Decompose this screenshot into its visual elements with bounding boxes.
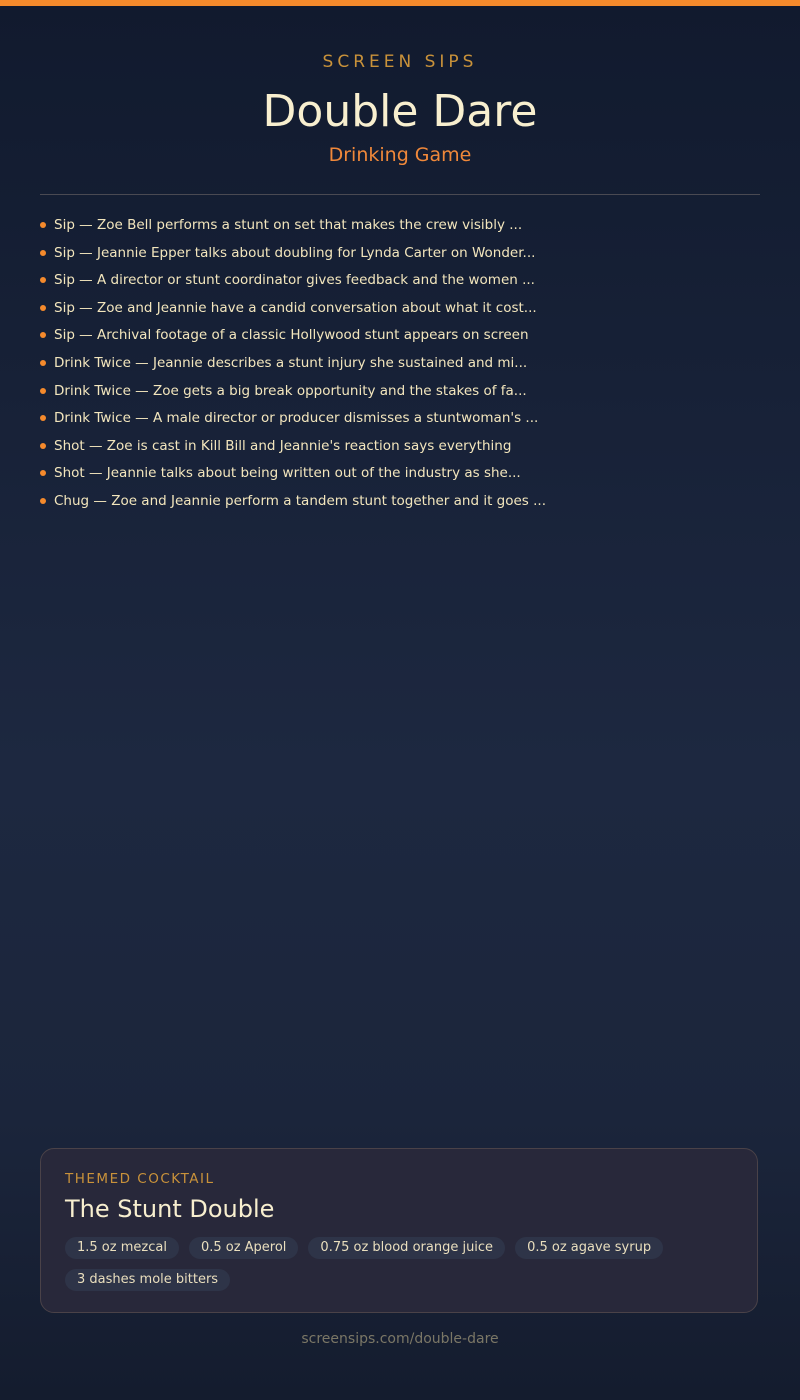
rule-text: Sip — Zoe and Jeannie have a candid conversation about what it cost... xyxy=(54,299,537,316)
cocktail-name: The Stunt Double xyxy=(65,1195,275,1223)
ingredient-chip: 0.75 oz blood orange juice xyxy=(308,1237,505,1259)
ingredient-chip: 0.5 oz agave syrup xyxy=(515,1237,663,1259)
rule-text: Drink Twice — Zoe gets a big break opportunity and the stakes of fa... xyxy=(54,382,527,399)
bullet-icon xyxy=(40,250,46,256)
rule-item xyxy=(40,350,760,378)
page-title: Double Dare xyxy=(262,86,538,137)
rule-item xyxy=(40,460,760,488)
rule-item xyxy=(40,295,760,323)
bullet-icon xyxy=(40,305,46,311)
page-subtitle: Drinking Game xyxy=(328,144,472,166)
bullet-icon xyxy=(40,498,46,504)
brand-label: SCREEN SIPS xyxy=(322,52,478,72)
rules-list xyxy=(40,212,760,516)
rule-text: Drink Twice — A male director or producer dismisses a stuntwoman's ... xyxy=(54,410,539,427)
rule-text: Drink Twice — Jeannie describes a stunt injury she sustained and mi... xyxy=(54,354,528,371)
bullet-icon xyxy=(40,360,46,366)
rule-item xyxy=(40,433,760,461)
ingredient-chip: 0.5 oz Aperol xyxy=(189,1237,298,1259)
rule-item xyxy=(40,212,760,240)
rule-text: Sip — Jeannie Epper talks about doubling for Lynda Carter on Wonder... xyxy=(54,244,536,261)
ingredient-chip: 1.5 oz mezcal xyxy=(65,1237,179,1259)
top-accent-bar xyxy=(0,0,800,6)
rule-item xyxy=(40,488,760,516)
rule-text: Shot — Zoe is cast in Kill Bill and Jeannie's reaction says everything xyxy=(54,437,512,454)
rule-text: Chug — Zoe and Jeannie perform a tandem stunt together and it goes ... xyxy=(54,492,547,509)
rule-text: Sip — A director or stunt coordinator gives feedback and the women ... xyxy=(54,272,535,289)
ingredient-list xyxy=(65,1237,725,1291)
rule-item xyxy=(40,267,760,295)
rule-item xyxy=(40,240,760,268)
rule-item xyxy=(40,405,760,433)
rule-text: Sip — Zoe Bell performs a stunt on set that makes the crew visibly ... xyxy=(54,217,523,233)
bullet-icon xyxy=(40,222,46,228)
bullet-icon xyxy=(40,470,46,476)
rule-item xyxy=(40,378,760,406)
rule-item xyxy=(40,322,760,350)
bullet-icon xyxy=(40,443,46,449)
bullet-icon xyxy=(40,388,46,394)
bullet-icon xyxy=(40,332,46,338)
footer-url: screensips.com/double-dare xyxy=(301,1331,499,1347)
cocktail-label: THEMED COCKTAIL xyxy=(65,1171,215,1187)
rule-text: Shot — Jeannie talks about being written out of the industry as she... xyxy=(54,465,521,482)
cocktail-card xyxy=(40,1148,758,1313)
ingredient-chip: 3 dashes mole bitters xyxy=(65,1269,230,1291)
header-divider xyxy=(40,194,760,195)
bullet-icon xyxy=(40,415,46,421)
rule-text: Sip — Archival footage of a classic Hollywood stunt appears on screen xyxy=(54,327,529,344)
bullet-icon xyxy=(40,277,46,283)
